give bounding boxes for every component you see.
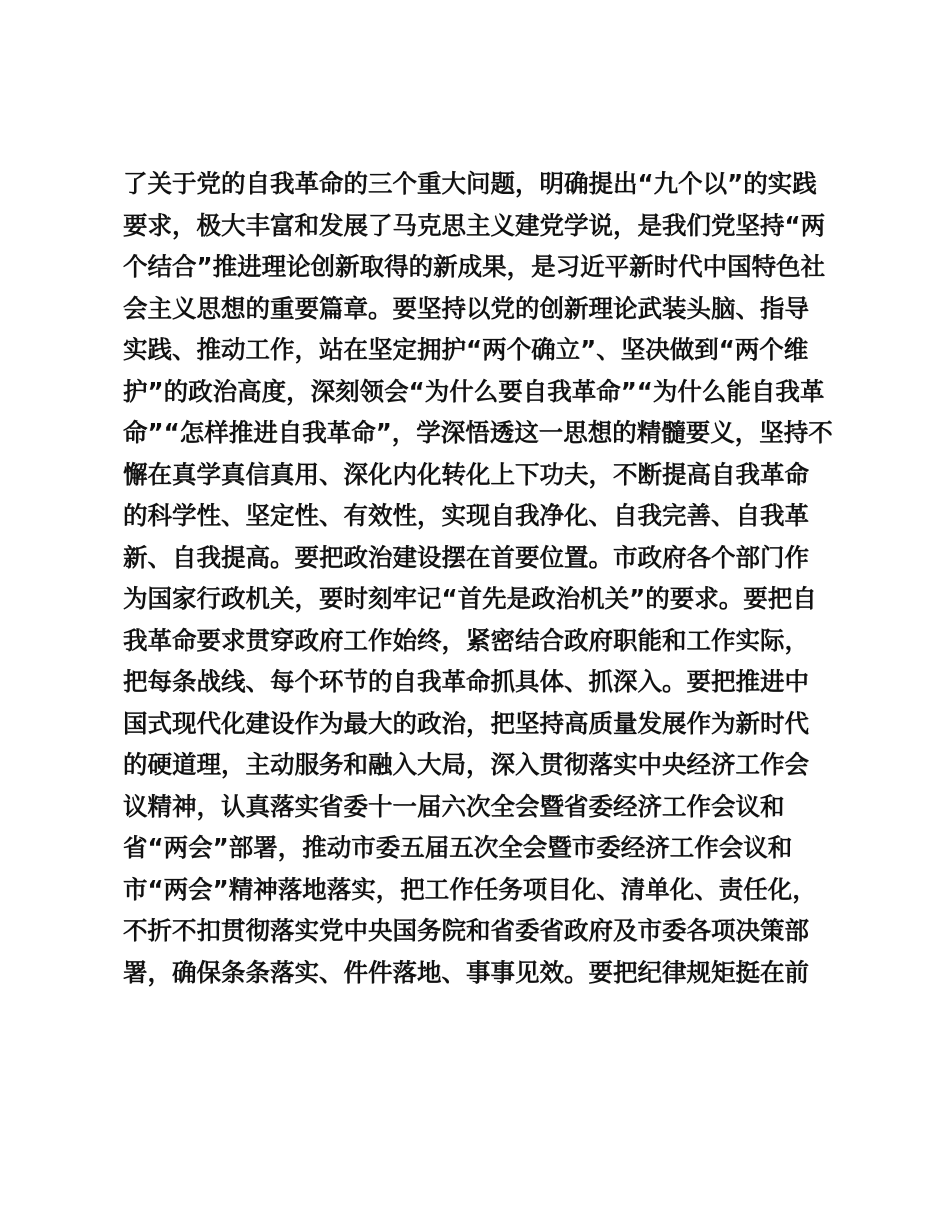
text-line: 省“两会”部署，推动市委五届五次全会暨市委经济工作会议和: [123, 833, 793, 862]
text-line: 署，确保条条落实、件件落地、事事见效。要把纪律规矩挺在前: [123, 957, 809, 987]
text-line: 议精神，认真落实省委十一届六次全会暨省委经济工作会议和: [123, 791, 785, 821]
text-line: 我革命要求贯穿政府工作始终，紧密结合政府职能和工作实际，: [123, 625, 809, 655]
text-line: 的硬道理，主动服务和融入大局，深入贯彻落实中央经济工作会: [123, 750, 809, 779]
text-line: 国式现代化建设作为最大的政治，把坚持高质量发展作为新时代: [123, 708, 809, 738]
text-line: 新、自我提高。要把政治建设摆在首要位置。市政府各个部门作: [123, 542, 809, 572]
text-line: 的科学性、坚定性、有效性，实现自我净化、自我完善、自我革: [123, 501, 809, 530]
text-line: 命”“怎样推进自我革命”，学深悟透这一思想的精髓要义，坚持不: [123, 418, 833, 447]
text-line: 会主义思想的重要篇章。要坚持以党的创新理论武装头脑、指导: [123, 293, 809, 323]
text-line: 市“两会”精神落地落实，把工作任务项目化、清单化、责任化，: [123, 874, 817, 904]
text-line: 了关于党的自我革命的三个重大问题，明确提出“九个以”的实践: [123, 169, 817, 198]
text-line: 为国家行政机关，要时刻牢记“首先是政治机关”的要求。要把自: [123, 584, 817, 613]
text-line: 护”的政治高度，深刻领会“为什么要自我革命”“为什么能自我革: [123, 376, 825, 406]
text-line: 懈在真学真信真用、深化内化转化上下功夫，不断提高自我革命: [123, 459, 809, 489]
text-line: 个结合”推进理论创新取得的新成果，是习近平新时代中国特色社: [123, 252, 826, 281]
text-line: 把每条战线、每个环节的自我革命抓具体、抓深入。要把推进中: [123, 667, 809, 696]
text-line: 不折不扣贯彻落实党中央国务院和省委省政府及市委各项决策部: [123, 916, 809, 945]
body-paragraph: [123, 163, 843, 993]
text-line: 实践、推动工作，站在坚定拥护“两个确立”、坚决做到“两个维: [123, 335, 809, 364]
text-line: 要求，极大丰富和发展了马克思主义建党学说，是我们党坚持“两: [123, 210, 826, 240]
